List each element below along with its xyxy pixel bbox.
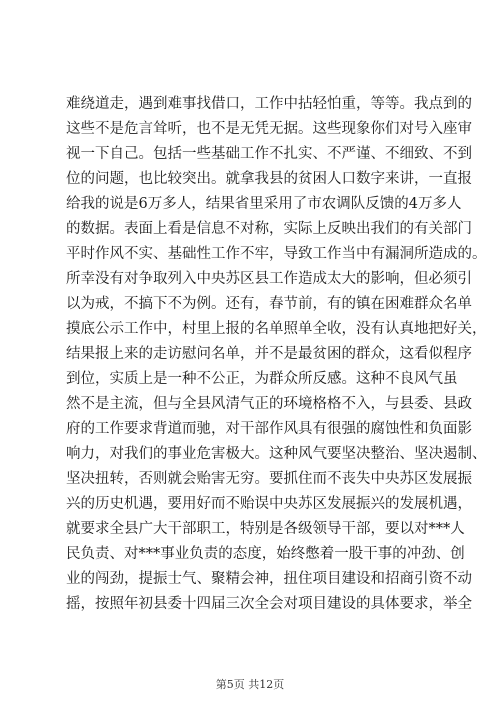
text-line: 坚决扭转，否则就会贻害无穷。要抓住而不丧失中央苏区发展振 <box>66 471 472 487</box>
text-line: 视一下自己。包括一些基础工作不扎实、不严谨、不细致、不到 <box>66 146 472 162</box>
text-line: 的数据。表面上看是信息不对称，实际上反映出我们的有关部门 <box>66 221 472 237</box>
text-line: 难绕道走，遇到难事找借口，工作中拈轻怕重，等等。我点到的 <box>66 96 472 112</box>
text-line: 摸底公示工作中，村里上报的名单照单全收，没有认真地把好关， <box>66 321 487 337</box>
text-line: 府的工作要求背道而驰，对干部作风具有很强的腐蚀性和负面影 <box>66 421 472 437</box>
text-line: 到位，实质上是一种不公正，为群众所反感。这种不良风气虽 <box>66 371 458 387</box>
text-line: 业的闯劲，提振士气、聚精会神，扭住项目建设和招商引资不动 <box>66 571 472 587</box>
document-body <box>66 92 487 617</box>
text-line: 响力，对我们的事业危害极大。这种风气要坚决整治、坚决遏制、 <box>66 446 487 462</box>
text-line: 然不是主流，但与全县风清气正的环境格格不入，与县委、县政 <box>66 396 472 412</box>
text-line: 平时作风不实、基础性工作不牢，导致工作当中有漏洞所造成的。 <box>66 246 487 262</box>
text-line: 就要求全县广大干部职工，特别是各级领导干部，要以对***人 <box>66 521 465 537</box>
text-line: 摇，按照年初县委十四届三次全会对项目建设的具体要求，举全 <box>66 596 472 612</box>
text-line: 民负责、对***事业负责的态度，始终憋着一股干事的冲劲、创 <box>66 546 465 562</box>
text-line: 结果报上来的走访慰问名单，并不是最贫困的群众，这看似程序 <box>66 346 472 362</box>
text-line: 这些不是危言耸听，也不是无凭无据。这些现象你们对号入座审 <box>66 121 472 137</box>
text-line: 位的问题，也比较突出。就拿我县的贫困人口数字来讲，一直报 <box>66 171 472 187</box>
text-line: 所幸没有对争取列入中央苏区县工作造成太大的影响，但必须引 <box>66 271 472 287</box>
text-line: 兴的历史机遇，要用好而不贻误中央苏区发展振兴的发展机遇， <box>66 496 472 512</box>
text-line: 以为戒，不搞下不为例。还有，春节前，有的镇在困难群众名单 <box>66 296 472 312</box>
page-footer: 第5页 共12页 <box>215 678 285 691</box>
text-line: 给我的说是6万多人，结果省里采用了市农调队反馈的4万多人 <box>66 196 462 212</box>
